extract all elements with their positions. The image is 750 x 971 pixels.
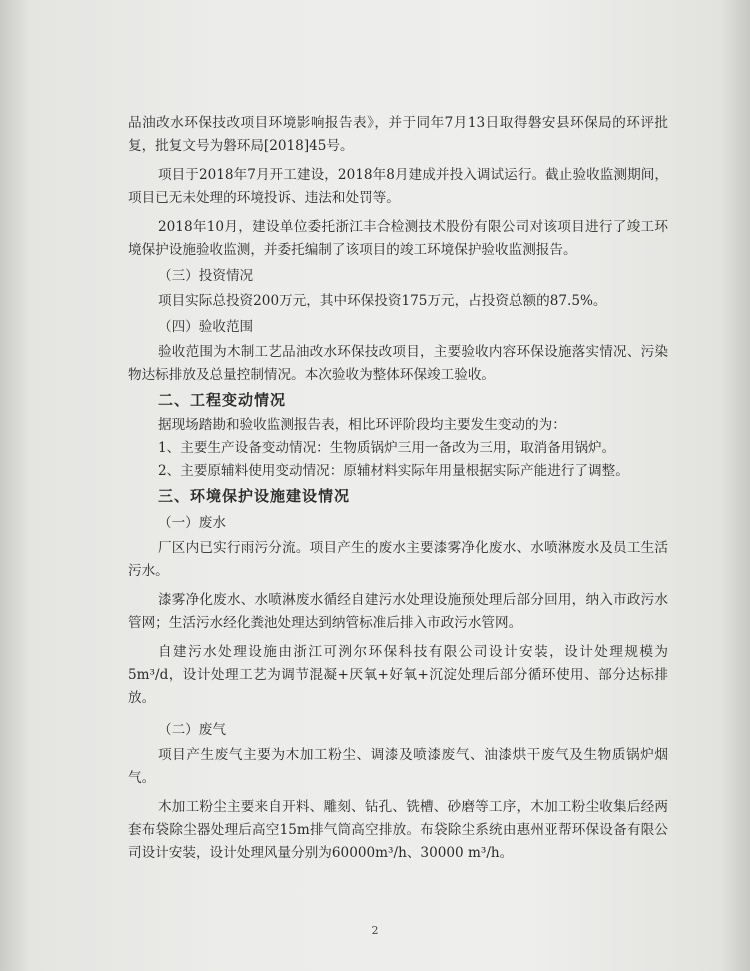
paragraph-changes-intro: 据现场踏勘和验收监测报告表，相比环评阶段均主要发生变动的为： bbox=[158, 417, 566, 433]
heading-investment: （三）投资情况 bbox=[158, 268, 254, 284]
paragraph-dust-treatment: 木加工粉尘主要来自开料、雕刻、钻孔、铣槽、砂磨等工序，木加工粉尘收集后经两套布袋除尘器处理后高空15m排气筒高空排放。布袋除尘系统由惠州亚帮环保设备有限公司设计安装，设计处理风量分别为60000m³/h、30000 m³/h。 bbox=[128, 799, 668, 861]
paragraph-construction-timeline: 项目于2018年7月开工建设，2018年8月建成并投入调试运行。截止验收监测期间，项目已无未处理的环境投诉、违法和处罚等。 bbox=[128, 167, 668, 206]
paragraph-acceptance-scope: 验收范围为木制工艺品油改水环保技改项目，主要验收内容环保设施落实情况、污染物达标排放及总量控制情况。本次验收为整体环保竣工验收。 bbox=[128, 344, 668, 383]
paragraph-acceptance-monitoring: 2018年10月，建设单位委托浙江丰合检测技术股份有限公司对该项目进行了竣工环境保护设施验收监测，并委托编制了该项目的竣工环境保护验收监测报告。 bbox=[128, 219, 668, 258]
heading-project-changes: 二、工程变动情况 bbox=[158, 391, 287, 409]
heading-waste-gas: （二）废气 bbox=[158, 722, 226, 738]
paragraph-wastewater-treatment: 漆雾净化废水、水喷淋废水循经自建污水处理设施预处理后部分回用，纳入市政污水管网；生活污水经化粪池处理达到纳管标准后排入市政污水管网。 bbox=[128, 592, 668, 631]
page-number: 2 bbox=[371, 924, 379, 937]
paragraph-wastewater-sources: 厂区内已实行雨污分流。项目产生的废水主要漆雾净化废水、水喷淋废水及员工生活污水。 bbox=[128, 540, 668, 579]
paragraph-investment: 项目实际总投资200万元，其中环保投资175万元，占投资总额的87.5%。 bbox=[158, 293, 607, 309]
heading-acceptance-scope: （四）验收范围 bbox=[158, 319, 254, 335]
paragraph-wastewater-facility: 自建污水处理设施由浙江可洌尔环保科技有限公司设计安装，设计处理规模为5m³/d，设计处理工艺为调节混凝+厌氧+好氧+沉淀处理后部分循环使用、部分达标排放。 bbox=[128, 644, 668, 706]
heading-wastewater: （一）废水 bbox=[158, 515, 226, 531]
heading-env-facilities: 三、环境保护设施建设情况 bbox=[158, 487, 351, 505]
paragraph-material-change: 2、主要原辅料使用变动情况：原辅材料实际年用量根据实际产能进行了调整。 bbox=[158, 463, 629, 479]
paragraph-waste-gas-sources: 项目产生废气主要为木加工粉尘、调漆及喷漆废气、油漆烘干废气及生物质锅炉烟气。 bbox=[128, 747, 668, 786]
paragraph-eia-approval: 品油改水环保技改项目环境影响报告表》，并于同年7月13日取得磐安县环保局的环评批复，批复文号为磐环局[2018]45号。 bbox=[128, 115, 668, 154]
document-body bbox=[128, 112, 668, 865]
paragraph-equipment-change: 1、主要生产设备变动情况：生物质锅炉三用一备改为三用，取消备用锅炉。 bbox=[158, 440, 616, 456]
